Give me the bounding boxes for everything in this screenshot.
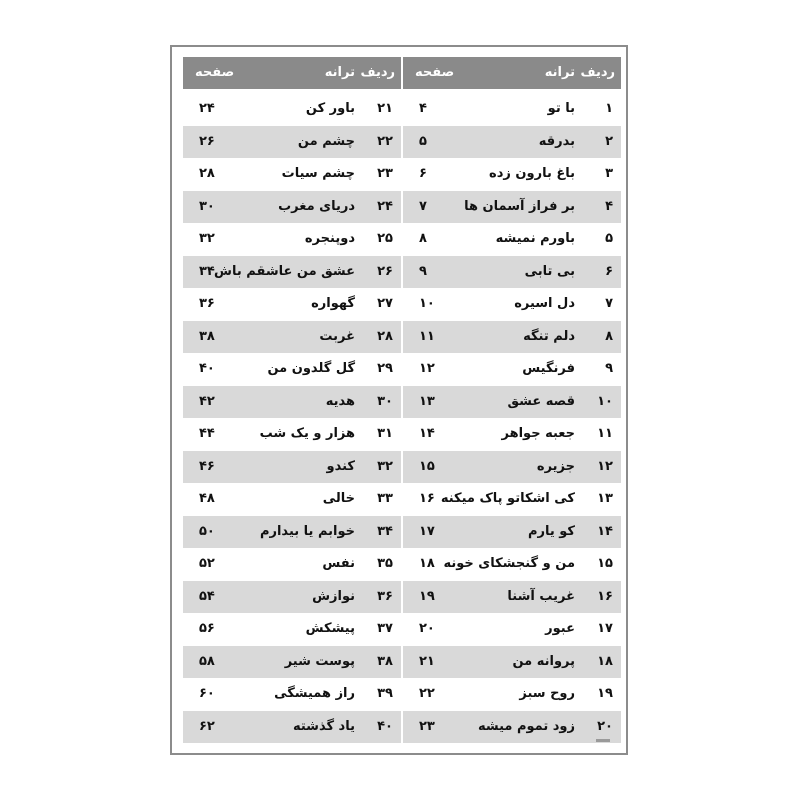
row-title: روح سبز [519, 686, 575, 701]
row-page: ۱۲ [419, 361, 435, 376]
row-title: یاد گذشته [292, 718, 355, 734]
row-index: ۱۱ [597, 426, 613, 441]
table-row [183, 353, 401, 386]
row-index: ۹ [605, 361, 613, 376]
row-page: ۵۴ [199, 588, 215, 604]
row-title: دریای مغرب [278, 198, 355, 214]
row-title: پروانه من [512, 653, 575, 669]
row-index: ۱۵ [597, 556, 613, 571]
table-row [403, 93, 621, 126]
table-header [183, 57, 401, 89]
row-title: عبور [545, 621, 575, 636]
row-index: ۴ [605, 198, 613, 214]
table-row [183, 613, 401, 646]
table-row [403, 646, 621, 679]
table-row [183, 516, 401, 549]
header-index: ردیف [580, 65, 615, 80]
row-page: ۳۰ [199, 198, 215, 214]
table-row [403, 256, 621, 289]
row-title: کندو [326, 458, 355, 474]
row-index: ۳۵ [377, 556, 393, 571]
row-title: راز همیشگی [274, 686, 355, 701]
row-title: غریب آشنا [507, 588, 575, 604]
header-index: ردیف [360, 65, 395, 80]
row-title: خالی [322, 491, 355, 506]
row-index: ۳۶ [377, 588, 393, 604]
table-header [403, 57, 621, 89]
toc-table-right [403, 57, 621, 743]
row-title: غربت [319, 328, 355, 344]
row-index: ۸ [605, 328, 613, 344]
row-page: ۲۶ [199, 133, 215, 149]
row-title: پیشکش [305, 621, 355, 636]
row-title: کو یارم [527, 523, 575, 539]
table-row [183, 126, 401, 159]
table-row [403, 711, 621, 744]
row-title: باغ بارون زده [489, 166, 575, 181]
table-row [183, 191, 401, 224]
table-row [403, 581, 621, 614]
row-page: ۵۸ [199, 653, 215, 669]
table-row [183, 678, 401, 711]
row-index: ۱۲ [597, 458, 613, 474]
row-index: ۶ [605, 263, 613, 279]
row-page: ۷ [419, 198, 427, 214]
row-page: ۲۱ [419, 653, 435, 669]
table-row [403, 548, 621, 581]
row-index: ۲۶ [377, 263, 393, 279]
row-index: ۲۸ [377, 328, 393, 344]
table-row [403, 386, 621, 419]
row-page: ۲۸ [199, 166, 215, 181]
row-title: گهواره [311, 296, 355, 311]
row-title: چشم من [297, 133, 355, 149]
row-title: نفس [322, 556, 355, 571]
row-title: چشم سیات [281, 166, 355, 181]
row-page: ۴۴ [199, 426, 215, 441]
row-title: زود تموم میشه [477, 718, 575, 734]
header-page: صفحه [195, 65, 235, 80]
table-row [183, 158, 401, 191]
table-row [183, 451, 401, 484]
row-page: ۵۲ [199, 556, 215, 571]
row-page: ۱۷ [419, 523, 435, 539]
row-index: ۱ [605, 101, 613, 116]
row-page: ۲۲ [419, 686, 435, 701]
row-title: گل گلدون من [267, 361, 355, 376]
row-page: ۱۱ [419, 328, 435, 344]
row-page: ۱۳ [419, 393, 435, 409]
row-page: ۸ [419, 231, 427, 246]
row-title: قصه عشق [507, 393, 575, 409]
table-row [183, 418, 401, 451]
row-title: خوابم یا بیدارم [259, 523, 355, 539]
row-index: ۵ [605, 231, 613, 246]
row-title: دل اسیره [514, 296, 575, 311]
row-index: ۲۳ [377, 166, 393, 181]
row-title: دلم تنگه [523, 328, 575, 344]
row-page: ۵۰ [199, 523, 215, 539]
table-row [183, 581, 401, 614]
table-row [403, 321, 621, 354]
row-title: پوست شیر [284, 653, 355, 669]
row-page: ۲۴ [199, 101, 215, 116]
row-title: دوپنجره [304, 231, 355, 246]
row-title: با تو [547, 101, 575, 116]
row-page: ۱۶ [419, 491, 435, 506]
row-page: ۱۰ [419, 296, 435, 311]
row-page: ۳۴ [199, 263, 215, 279]
table-row [183, 321, 401, 354]
table-row [403, 158, 621, 191]
row-index: ۴۰ [377, 718, 393, 734]
row-page: ۲۰ [419, 621, 435, 636]
row-page: ۲۳ [419, 718, 435, 734]
row-page: ۹ [419, 263, 427, 279]
row-title: جعبه جواهر [501, 426, 575, 441]
table-row [403, 288, 621, 321]
row-title: من و گنجشکای خونه [443, 556, 575, 571]
row-index: ۳۲ [377, 458, 393, 474]
row-index: ۳۳ [377, 491, 393, 506]
row-index: ۲۰ [597, 718, 613, 734]
toc-rows [403, 93, 621, 743]
table-row [403, 191, 621, 224]
row-index: ۲۱ [377, 101, 393, 116]
header-title: ترانه [324, 65, 355, 80]
row-page: ۵ [419, 133, 427, 149]
row-index: ۲۴ [377, 198, 393, 214]
table-row [403, 418, 621, 451]
row-index: ۳۸ [377, 653, 393, 669]
row-page: ۱۴ [419, 426, 435, 441]
row-title: جزیره [536, 458, 575, 474]
row-page: ۴۶ [199, 458, 215, 474]
row-index: ۲ [605, 133, 613, 149]
row-page: ۴۸ [199, 491, 215, 506]
table-row [403, 223, 621, 256]
row-index: ۳۷ [377, 621, 393, 636]
table-row [403, 483, 621, 516]
table-row [183, 256, 401, 289]
row-page: ۴ [419, 101, 427, 116]
row-title: بی تابی [524, 263, 575, 279]
row-page: ۳۶ [199, 296, 215, 311]
row-page: ۶۲ [199, 718, 215, 734]
row-title: کی اشکاتو پاک میکنه [440, 491, 575, 506]
table-row [183, 646, 401, 679]
table-row [183, 288, 401, 321]
row-index: ۳۱ [377, 426, 393, 441]
header-title: ترانه [544, 65, 575, 80]
row-page: ۱۵ [419, 458, 435, 474]
toc-rows [183, 93, 401, 743]
row-page: ۵۶ [199, 621, 215, 636]
row-index: ۲۲ [377, 133, 393, 149]
row-title: بدرقه [538, 133, 575, 149]
table-row [183, 483, 401, 516]
table-row [403, 126, 621, 159]
row-index: ۲۵ [377, 231, 393, 246]
row-index: ۳۹ [377, 686, 393, 701]
row-index: ۱۰ [597, 393, 613, 409]
row-title: عشق من عاشقم باش [214, 263, 355, 279]
row-title: بر فراز آسمان ها [464, 198, 575, 214]
table-row [183, 93, 401, 126]
table-row [183, 223, 401, 256]
row-page: ۴۲ [199, 393, 215, 409]
row-index: ۱۶ [597, 588, 613, 604]
row-index: ۲۷ [377, 296, 393, 311]
page-marker [596, 739, 610, 742]
toc-table-left [183, 57, 401, 743]
header-page: صفحه [415, 65, 455, 80]
row-index: ۱۳ [597, 491, 613, 506]
table-row [403, 451, 621, 484]
row-title: فرنگیس [522, 361, 575, 376]
row-index: ۱۹ [597, 686, 613, 701]
row-title: هدیه [325, 393, 355, 409]
table-row [183, 548, 401, 581]
row-index: ۲۹ [377, 361, 393, 376]
row-page: ۳۸ [199, 328, 215, 344]
row-index: ۳۴ [377, 523, 393, 539]
row-title: هزار و یک شب [259, 426, 355, 441]
table-row [183, 711, 401, 744]
table-row [403, 353, 621, 386]
row-page: ۱۸ [419, 556, 435, 571]
row-page: ۶۰ [199, 686, 215, 701]
row-page: ۱۹ [419, 588, 435, 604]
table-row [403, 613, 621, 646]
row-index: ۱۸ [597, 653, 613, 669]
row-index: ۳۰ [377, 393, 393, 409]
row-page: ۴۰ [199, 361, 215, 376]
row-title: باور کن [305, 101, 355, 116]
row-index: ۱۷ [597, 621, 613, 636]
table-row [183, 386, 401, 419]
row-index: ۳ [605, 166, 613, 181]
row-page: ۳۲ [199, 231, 215, 246]
row-page: ۶ [419, 166, 427, 181]
row-index: ۱۴ [597, 523, 613, 539]
row-title: باورم نمیشه [495, 231, 575, 246]
table-row [403, 678, 621, 711]
row-index: ۷ [605, 296, 613, 311]
row-title: نوازش [312, 588, 355, 604]
table-row [403, 516, 621, 549]
